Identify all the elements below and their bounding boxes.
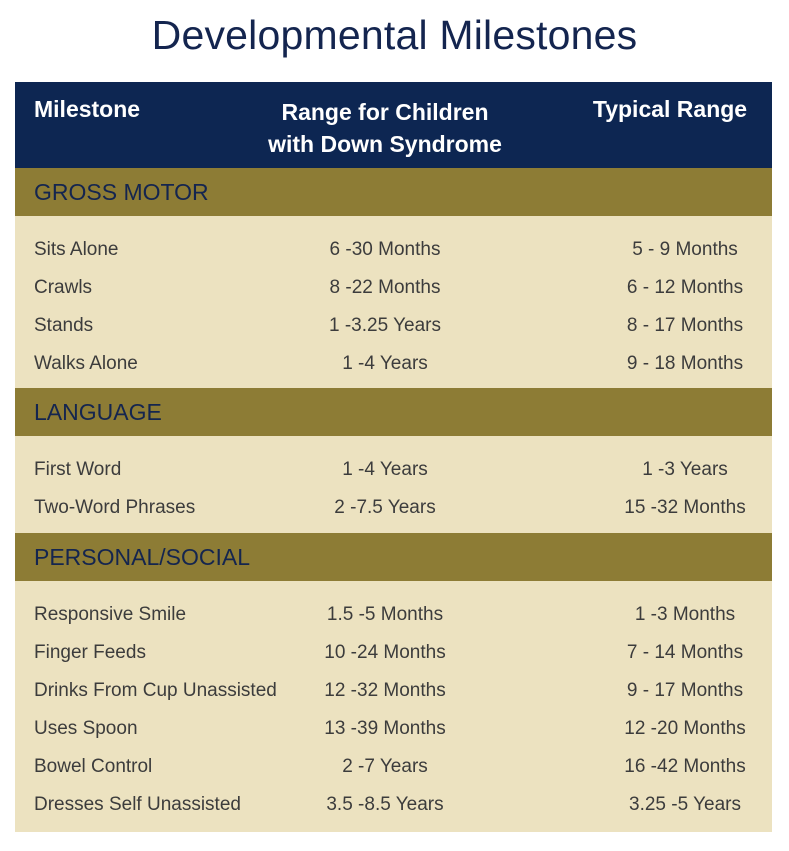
section-rows-personal-social (15, 581, 772, 832)
milestone-cell: Crawls (34, 277, 93, 298)
down-syndrome-range-cell: 1 -4 Years (342, 353, 428, 374)
typical-range-cell: 16 -42 Months (624, 756, 746, 777)
table-row (15, 671, 772, 709)
table-row (15, 230, 772, 268)
section-title: GROSS MOTOR (34, 179, 209, 205)
milestone-cell: Uses Spoon (34, 718, 138, 739)
section-title: PERSONAL/SOCIAL (34, 544, 251, 570)
milestone-cell: Two-Word Phrases (34, 497, 196, 518)
milestone-cell: First Word (34, 459, 122, 480)
milestone-cell: Sits Alone (34, 239, 119, 260)
table-row (15, 709, 772, 747)
section-rows-gross-motor (15, 216, 772, 388)
typical-range-cell: 8 - 17 Months (626, 315, 744, 336)
page-title: Developmental Milestones (151, 12, 638, 58)
header-down-syndrome-line2: with Down Syndrome (268, 131, 502, 157)
down-syndrome-range-cell: 10 -24 Months (324, 642, 446, 663)
section-header-language (15, 388, 772, 436)
header-down-syndrome-range (235, 96, 535, 160)
typical-range-cell: 3.25 -5 Years (629, 794, 741, 815)
down-syndrome-range-cell: 8 -22 Months (329, 277, 441, 298)
table-header (15, 82, 772, 168)
down-syndrome-range-cell: 3.5 -8.5 Years (326, 794, 444, 815)
section-rows-language (15, 436, 772, 533)
header-milestone: Milestone (34, 96, 141, 122)
table-row (15, 595, 772, 633)
table-row (15, 747, 772, 785)
typical-range-cell: 6 - 12 Months (626, 277, 744, 298)
header-down-syndrome-line1: Range for Children (281, 99, 489, 125)
milestone-cell: Walks Alone (34, 353, 138, 374)
down-syndrome-range-cell: 2 -7.5 Years (334, 497, 436, 518)
typical-range-cell: 15 -32 Months (624, 497, 746, 518)
section-title: LANGUAGE (34, 399, 162, 425)
section-header-personal-social (15, 533, 772, 581)
down-syndrome-range-cell: 12 -32 Months (324, 680, 446, 701)
down-syndrome-range-cell: 2 -7 Years (342, 756, 428, 777)
milestone-cell: Bowel Control (34, 756, 153, 777)
table-row (15, 344, 772, 382)
milestone-cell: Dresses Self Unassisted (34, 794, 241, 815)
table-row (15, 488, 772, 526)
milestone-cell: Finger Feeds (34, 642, 146, 663)
milestone-cell: Responsive Smile (34, 604, 187, 625)
typical-range-cell: 9 - 18 Months (626, 353, 744, 374)
typical-range-cell: 1 -3 Months (634, 604, 736, 625)
typical-range-cell: 12 -20 Months (624, 718, 746, 739)
typical-range-cell: 9 - 17 Months (626, 680, 744, 701)
table-row (15, 450, 772, 488)
down-syndrome-range-cell: 1.5 -5 Months (326, 604, 444, 625)
typical-range-cell: 7 - 14 Months (626, 642, 744, 663)
table-row (15, 268, 772, 306)
header-typical-range: Typical Range (592, 96, 748, 122)
table-row (15, 785, 772, 823)
down-syndrome-range-cell: 6 -30 Months (329, 239, 441, 260)
down-syndrome-range-cell: 13 -39 Months (324, 718, 446, 739)
down-syndrome-range-cell: 1 -4 Years (342, 459, 428, 480)
typical-range-cell: 5 - 9 Months (632, 239, 738, 260)
section-header-gross-motor (15, 168, 772, 216)
table-row (15, 306, 772, 344)
down-syndrome-range-cell: 1 -3.25 Years (329, 315, 441, 336)
milestone-cell: Drinks From Cup Unassisted (34, 680, 277, 701)
table-row (15, 633, 772, 671)
milestones-table (15, 82, 772, 832)
typical-range-cell: 1 -3 Years (642, 459, 728, 480)
milestone-cell: Stands (34, 315, 94, 336)
